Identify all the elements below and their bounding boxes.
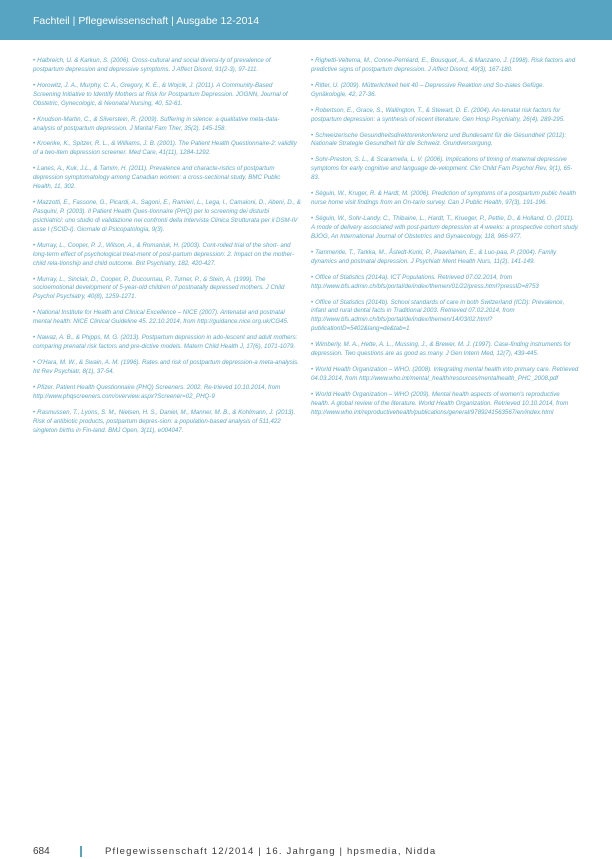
footer-divider	[80, 846, 82, 857]
reference-text: Nawaz, A. B., & Phipps, M. G. (2013). Postpartum depression in ado-lescent and adult mothers: comparing prenatal risk factors and pre-dictive models. Matern Child Health J, 17(6), 1071-1079.	[33, 334, 298, 351]
reference-text: Lanes, A., Kuk, J.L., & Tamim, H. (2011). Prevalence and characte-ristics of postpartum depression symptomatology among Canadian women: a cross-sectional study. BMC Public Health, 11, 302.	[33, 165, 281, 191]
reference-item: • Tammentie, T., Tarkka, M., Åstedt-Kurki, P., Paavilainen, E., & Luo-paa, P. (2004). Family dynamics and postnatal depression. J Psychiatr Ment Health Nurs, 11(2), 141-149.	[311, 248, 557, 265]
reference-item: • Horowitz, J. A., Murphy, C. A., Gregory, K. E., & Wojcik, J. (2011). A Community-Based Screening Initiative to Identify Mothers at Risk for Postpartum Depression. JOGNN, Journal of Obstetric, Gynecologic, & Neonatal Nursing, 40, 52-61.	[33, 81, 288, 107]
reference-text: Murray, L., Cooper, P. J., Wilson, A., & Romaniuk, H. (2003). Cont-rolled trial of the short- and long-term effect of psychological treat-ment of post-partum depression: 2. Impact on the mother-child rela-tionship and child outcome. Brit Psychiatry, 182, 420-427.	[33, 241, 294, 267]
reference-text: Séguin, W., Kruger, R. & Hardt, M. (2006). Prediction of symptoms of a postpartum public health nurse home visit findings from an On-tario survey. Can J Public Health, 97(3), 191-196.	[311, 190, 577, 207]
reference-text: Righetti-Veltema, M., Conne-Perréard, E., Bousquet, A., & Manzano, J. (1998). Risk factors and predictive signs of postpartum depression. J Affect Disord, 49(3), 167-180.	[311, 57, 576, 73]
reference-item: • Mazzotti, E., Fassone, G., Picardi, A., Sagoni, E., Ramieri, L., Lega, I., Camaioni, D., Abeni, D., & Pasquini, P. (2003). Il Patient Health Ques-tionnaire (PHQ) per lo screening dei disturbi psichiatrici: uno studio di validazione nei confronti della Intervista Clinica Strutturata per il DSM-IV asse I (SCID-I). Giornale di Psicopatologia, 9(3).	[33, 199, 301, 233]
reference-item: • Kroenke, K., Spitzer, R. L., & Williams, J. B. (2001). The Patient Health Questionnaire-2: validity of a two-item depression screener. Med Care, 41(11), 1284-1292.	[33, 140, 297, 157]
reference-text: Murray, L., Sinclair, D., Cooper, P., Ducournau, P., Turner, P., & Stein, A. (1999). The socioemotional development of 5-year-old children of postnatally depressed mothers. J Child Psychol Psychiatry, 40(8), 1259-1271.	[33, 275, 285, 301]
reference-text: Séguin, W., Sohr-Landy, C., Thibaine, L., Hardt, T., Krueger, P., Pettie, D., & Holland, O. (2011). A mode of delivery associated with post-partum depression at 4 weeks: a prospective cohort study. BJOG, An International Journal of Obstetrics and Gynaecology, 118, 966-977.	[311, 215, 579, 240]
reference-item: • Office of Statistics (2014b). School standards of care in both Switzerland (ICD): Prevalence, infant and rural dental facts in Traditional 2003. Retrieved 07.02.2014, from http://www.bfs.admin.ch/bfs/portal/de/index/themen/14/03/02.html?publicationID=5402&lang=de&tab=1	[311, 298, 565, 333]
reference-text: Kroenke, K., Spitzer, R. L., & Williams, J. B. (2001). The Patient Health Questionnaire-2: validity of a two-item depression screener. Med Care, 41(11), 1284-1292.	[33, 140, 297, 157]
reference-item: • Lanes, A., Kuk, J.L., & Tamim, H. (2011). Prevalence and characte-ristics of postpartum depression symptomatology among Canadian women: a cross-sectional study. BMC Public Health, 11, 302.	[33, 165, 281, 191]
references-right-column	[311, 57, 579, 425]
reference-item: • Rasmussen, T., Lyons, S. M., Nielsen, H. S., Daniel, M., Manner, M. B., & Kohlmann, J. (2013). Risk of antibiotic products, postpartum depres-sion: a population-based analysis of 511,422 singleton births in Fin-land. BMJ Open, 3(11), e004047.	[33, 408, 296, 434]
reference-text: Sohr-Preston, S. L., & Scaramella, L. V. (2006). Implications of timing of maternal depressive symptoms for early cognitive and language de-velopment. Clin Child Fam Psychol Rev, 9(1), 65-83.	[311, 156, 573, 182]
reference-text: Tammentie, T., Tarkka, M., Åstedt-Kurki, P., Paavilainen, E., & Luo-paa, P. (2004). Family dynamics and postnatal depression. J Psychiatr Ment Health Nurs, 11(2), 141-149.	[311, 248, 557, 265]
reference-item: • Nawaz, A. B., & Phipps, M. G. (2013). Postpartum depression in ado-lescent and adult mothers: comparing prenatal risk factors and pre-dictive models. Matern Child Health J, 17(6), 1071-1079.	[33, 334, 298, 351]
reference-item: • Knudson-Martin, C., & Silverstein, R. (2009). Suffering in silence: a qualitative meta-data-analysis of postpartum depression. J Marital Fam Ther, 35(2), 145-158.	[33, 115, 280, 132]
reference-text: Mazzotti, E., Fassone, G., Picardi, A., Sagoni, E., Ramieri, L., Lega, I., Camaioni, D., Abeni, D., & Pasquini, P. (2003). Il Patient Health Ques-tionnaire (PHQ) per lo screening dei disturbi psichiatrici: uno studio di validazione nei confronti della Intervista Clinica Strutturata per il DSM-IV asse I (SCID-I). Giornale di Psicopatologia, 9(3).	[33, 199, 301, 233]
reference-text: Horowitz, J. A., Murphy, C. A., Gregory, K. E., & Wojcik, J. (2011). A Community-Based Screening Initiative to Identify Mothers at Risk for Postpartum Depression. JOGNN, Journal of Obstetric, Gynecologic, & Neonatal Nursing, 40, 52-61.	[33, 81, 288, 107]
reference-item: • Robertson, E., Grace, S., Wallington, T., & Stewart, D. E. (2004). An-tenatal risk factors for postpartum depression: a synthesis of recent literature. Gen Hosp Psychiatry, 26(4), 289-295.	[311, 106, 565, 123]
reference-item: • Murray, L., Cooper, P. J., Wilson, A., & Romaniuk, H. (2003). Cont-rolled trial of the short- and long-term effect of psychological treat-ment of post-partum depression: 2. Impact on the mother-child rela-tionship and child outcome. Brit Psychiatry, 182, 420-427.	[33, 241, 294, 267]
reference-text: Wimberly, M. A., Hette, A. L., Mussing, J., & Brewer, M. J. (1997). Case-finding instruments for depression. Two questions are as good as many. J Gen Intern Med, 12(7), 439-445.	[311, 341, 571, 358]
page-header	[0, 0, 612, 40]
reference-item: • Séguin, W., Sohr-Landy, C., Thibaine, L., Hardt, T., Krueger, P., Pettie, D., & Holland, O. (2011). A mode of delivery associated with post-partum depression at 4 weeks: a prospective cohort study. BJOG, An International Journal of Obstetrics and Gynaecology, 118, 966-977.	[311, 215, 579, 240]
reference-item: • Murray, L., Sinclair, D., Cooper, P., Ducournau, P., Turner, P., & Stein, A. (1999). The socioemotional development of 5-year-old children of postnatally depressed mothers. J Child Psychol Psychiatry, 40(8), 1259-1271.	[33, 275, 285, 301]
reference-text: Pfizer. Patient Health Questionnaire (PHQ) Screeners. 2002. Re-trieved 10.10.2014, from http://www.phqscreeners.com/overview.aspx?Screener=02_PHQ-9	[33, 383, 281, 400]
reference-text: Knudson-Martin, C., & Silverstein, R. (2009). Suffering in silence: a qualitative meta-data-analysis of postpartum depression. J Marital Fam Ther, 35(2), 145-158.	[33, 115, 280, 132]
reference-text: Ritter, U. (2009). Mütterlichkeit heit 40 – Depressive Reaktion und So-ziales Gefüge. Gynäkologie, 42, 27-36.	[311, 81, 545, 98]
reference-item: • World Health Organization – WHO. (2008). Integrating mental health into primary care. Retrieved 04.03.2014, from http://www.who.int/mental_health/resources/mentalhealth_PHC_2008.pdf	[311, 366, 579, 382]
reference-item: • Office of Statistics (2014a). ICT Populations. Retrieved 07.02.2014, from http://www.bfs.admin.ch/bfs/portal/de/index/themen/01/22/press.html?pressID=8753	[311, 273, 539, 290]
reference-item: • Righetti-Veltema, M., Conne-Perréard, E., Bousquet, A., & Manzano, J. (1998). Risk factors and predictive signs of postpartum depression. J Affect Disord, 49(3), 167-180.	[311, 57, 576, 73]
reference-text: Office of Statistics (2014a). ICT Populations. Retrieved 07.02.2014, from http://www.bfs.admin.ch/bfs/portal/de/index/themen/01/22/press.html?pressID=8753	[311, 273, 539, 290]
reference-text: World Health Organization – WHO (2009). Mental health aspects of women's reproductive health. A global review of the literature. World Health Organization. Retrieved 10.10.2014, from http://www.who.int/reproductivehealth/publications/general/9789241563567/en/index.html	[311, 390, 569, 416]
reference-item: • Séguin, W., Kruger, R. & Hardt, M. (2006). Prediction of symptoms of a postpartum public health nurse home visit findings from an On-tario survey. Can J Public Health, 97(3), 191-196.	[311, 190, 577, 207]
reference-item: • Halbreich, U. & Karkun, S. (2006). Cross-cultural and social diversi-ty of prevalence of postpartum depression and depressive symptoms. J Affect Disord, 91(2-3), 97-111.	[33, 57, 271, 73]
page-footer	[0, 846, 612, 859]
reference-item: • National Institute for Health and Clinical Excellence – NICE (2007). Antenatal and postnatal mental health: NICE Clinical Guideline 45. 22.10.2014, from http://guidance.nice.org.uk/CG45.	[33, 309, 289, 326]
footer-publication-info: Pflegewissenschaft 12/2014 | 16. Jahrgang | hpsmedia, Nidda	[105, 846, 437, 857]
reference-text: Rasmussen, T., Lyons, S. M., Nielsen, H. S., Daniel, M., Manner, M. B., & Kohlmann, J. (2013). Risk of antibiotic products, postpartum depres-sion: a population-based analysis of 511,422 singleton births in Fin-land. BMJ Open, 3(11), e004047.	[33, 408, 296, 434]
page-number: 684	[33, 846, 50, 857]
references-left-column	[33, 57, 301, 443]
reference-item: • Pfizer. Patient Health Questionnaire (PHQ) Screeners. 2002. Re-trieved 10.10.2014, from http://www.phqscreeners.com/overview.aspx?Screener=02_PHQ-9	[33, 383, 281, 400]
reference-text: World Health Organization – WHO. (2008). Integrating mental health into primary care. Retrieved 04.03.2014, from http://www.who.int/mental_health/resources/mentalhealth_PHC_2008.pdf	[311, 366, 579, 382]
reference-item: • Ritter, U. (2009). Mütterlichkeit heit 40 – Depressive Reaktion und So-ziales Gefüge. Gynäkologie, 42, 27-36.	[311, 81, 545, 98]
reference-text: Schweizerische Gesundheitsdirektorenkonferenz und Bundesamt für die Gesundheit (2012): Nationale Strategie Gesundheit für die Schweiz. Grundversorgung.	[311, 131, 567, 148]
header-title: Fachteil | Pflegewissenschaft | Ausgabe 12-2014	[33, 15, 260, 27]
reference-item: • Wimberly, M. A., Hette, A. L., Mussing, J., & Brewer, M. J. (1997). Case-finding instruments for depression. Two questions are as good as many. J Gen Intern Med, 12(7), 439-445.	[311, 341, 571, 358]
reference-item: • Sohr-Preston, S. L., & Scaramella, L. V. (2006). Implications of timing of maternal depressive symptoms for early cognitive and language de-velopment. Clin Child Fam Psychol Rev, 9(1), 65-83.	[311, 156, 573, 182]
reference-item: • Schweizerische Gesundheitsdirektorenkonferenz und Bundesamt für die Gesundheit (2012): Nationale Strategie Gesundheit für die Schweiz. Grundversorgung.	[311, 131, 567, 148]
reference-text: Robertson, E., Grace, S., Wallington, T., & Stewart, D. E. (2004). An-tenatal risk factors for postpartum depression: a synthesis of recent literature. Gen Hosp Psychiatry, 26(4), 289-295.	[311, 106, 565, 123]
reference-item: • World Health Organization – WHO (2009). Mental health aspects of women's reproductive health. A global review of the literature. World Health Organization. Retrieved 10.10.2014, from http://www.who.int/reproductivehealth/publications/general/9789241563567/en/index.html	[311, 390, 569, 416]
reference-text: Halbreich, U. & Karkun, S. (2006). Cross-cultural and social diversi-ty of prevalence of postpartum depression and depressive symptoms. J Affect Disord, 91(2-3), 97-111.	[33, 57, 271, 73]
reference-text: Office of Statistics (2014b). School standards of care in both Switzerland (ICD): Prevalence, infant and rural dental facts in Traditional 2003. Retrieved 07.02.2014, from http://www.bfs.admin.ch/bfs/portal/de/index/themen/14/03/02.html?publicationID=5402&lang=de&tab=1	[311, 298, 565, 333]
reference-text: O'Hara, M. W., & Swain, A. M. (1996). Rates and risk of postpartum depression-a meta-analysis. Int Rev Psychiatr, 8(1), 37-54.	[33, 359, 299, 375]
reference-item: • O'Hara, M. W., & Swain, A. M. (1996). Rates and risk of postpartum depression-a meta-analysis. Int Rev Psychiatr, 8(1), 37-54.	[33, 359, 299, 375]
reference-text: National Institute for Health and Clinical Excellence – NICE (2007). Antenatal and postnatal mental health: NICE Clinical Guideline 45. 22.10.2014, from http://guidance.nice.org.uk/CG45.	[33, 309, 289, 326]
